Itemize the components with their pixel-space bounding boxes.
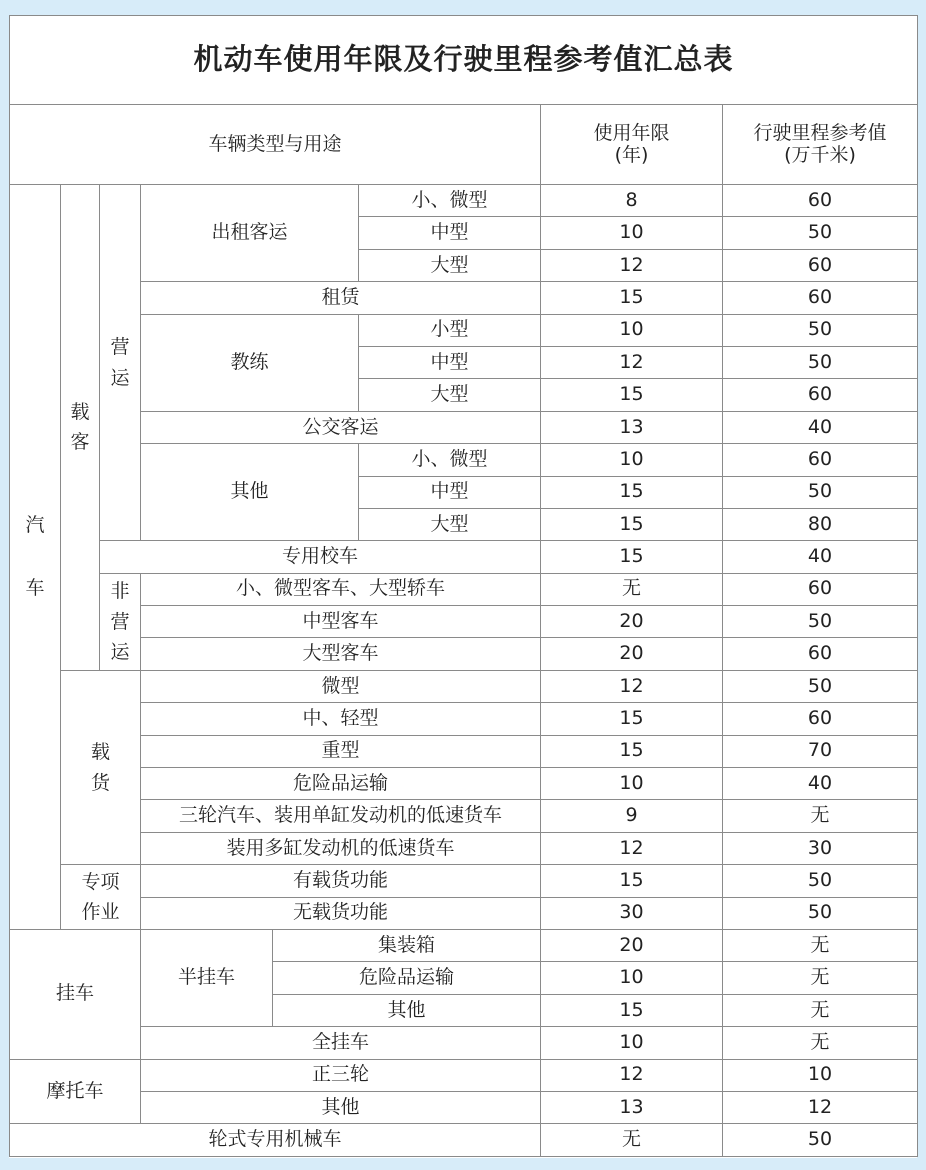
row-mileage: 60 [723, 573, 918, 605]
table-row [10, 606, 918, 638]
row-mileage: 50 [723, 606, 918, 638]
row-years: 15 [541, 703, 723, 735]
table-row [10, 282, 918, 314]
row-years: 10 [541, 962, 723, 994]
group-special-operation: 专项作业 [61, 865, 141, 930]
table-row [10, 865, 918, 897]
group-passenger: 载客 [61, 185, 100, 671]
group-semi-trailer: 半挂车 [141, 929, 273, 1026]
row-mileage: 70 [723, 735, 918, 767]
row-label: 中型客车 [141, 606, 541, 638]
header-category: 车辆类型与用途 [10, 105, 541, 185]
row-years: 20 [541, 638, 723, 670]
row-years: 10 [541, 444, 723, 476]
table-row [10, 800, 918, 832]
row-mileage: 50 [723, 897, 918, 929]
row-label: 小型 [359, 314, 541, 346]
table-row [10, 929, 918, 961]
row-years: 10 [541, 314, 723, 346]
row-label: 其他 [141, 1091, 541, 1123]
row-years: 13 [541, 1091, 723, 1123]
group-non-operating: 非营运 [100, 573, 141, 670]
row-label: 三轮汽车、装用单缸发动机的低速货车 [141, 800, 541, 832]
row-years: 12 [541, 249, 723, 281]
header-mileage: 行驶里程参考值 (万千米) [723, 105, 918, 185]
summary-table [9, 15, 918, 1157]
row-mileage: 无 [723, 800, 918, 832]
table-row [10, 638, 918, 670]
row-years: 无 [541, 573, 723, 605]
row-mileage: 60 [723, 282, 918, 314]
table-row [10, 1027, 918, 1059]
row-mileage: 40 [723, 411, 918, 443]
table-row [10, 735, 918, 767]
row-years: 15 [541, 476, 723, 508]
row-years: 20 [541, 929, 723, 961]
table-row [10, 1124, 918, 1156]
row-label: 小、微型客车、大型轿车 [141, 573, 541, 605]
row-label: 专用校车 [100, 541, 541, 573]
row-label: 正三轮 [141, 1059, 541, 1091]
table-row [10, 897, 918, 929]
row-years: 20 [541, 606, 723, 638]
row-years: 15 [541, 541, 723, 573]
row-mileage: 50 [723, 314, 918, 346]
row-years: 10 [541, 1027, 723, 1059]
row-mileage: 50 [723, 865, 918, 897]
row-label: 大型 [359, 508, 541, 540]
row-mileage: 无 [723, 962, 918, 994]
row-label: 集装箱 [273, 929, 541, 961]
row-mileage: 60 [723, 703, 918, 735]
row-mileage: 50 [723, 217, 918, 249]
row-mileage: 40 [723, 541, 918, 573]
group-taxi: 出租客运 [141, 185, 359, 282]
row-mileage: 无 [723, 1027, 918, 1059]
row-label: 公交客运 [141, 411, 541, 443]
row-years: 30 [541, 897, 723, 929]
row-mileage: 80 [723, 508, 918, 540]
row-years: 12 [541, 1059, 723, 1091]
table-row [10, 541, 918, 573]
table-row [10, 444, 918, 476]
table-row [10, 1091, 918, 1123]
row-label: 大型 [359, 379, 541, 411]
row-years: 15 [541, 282, 723, 314]
row-mileage: 40 [723, 768, 918, 800]
row-label: 中型 [359, 476, 541, 508]
group-coach: 教练 [141, 314, 359, 411]
row-label: 其他 [273, 994, 541, 1026]
row-label: 小、微型 [359, 185, 541, 217]
row-label: 中型 [359, 346, 541, 378]
row-label: 中型 [359, 217, 541, 249]
summary-table-container [9, 15, 917, 1158]
row-label: 全挂车 [141, 1027, 541, 1059]
row-years: 12 [541, 832, 723, 864]
row-mileage: 60 [723, 379, 918, 411]
row-mileage: 12 [723, 1091, 918, 1123]
row-mileage: 无 [723, 994, 918, 1026]
row-years: 12 [541, 346, 723, 378]
row-label: 危险品运输 [141, 768, 541, 800]
row-years: 15 [541, 735, 723, 767]
table-row [10, 411, 918, 443]
row-years: 9 [541, 800, 723, 832]
table-row [10, 1059, 918, 1091]
row-years: 无 [541, 1124, 723, 1156]
row-label: 大型 [359, 249, 541, 281]
row-years: 15 [541, 508, 723, 540]
row-mileage: 50 [723, 476, 918, 508]
group-other-operating: 其他 [141, 444, 359, 541]
table-row [10, 185, 918, 217]
row-years: 15 [541, 994, 723, 1026]
row-label: 轮式专用机械车 [10, 1124, 541, 1156]
row-label: 装用多缸发动机的低速货车 [141, 832, 541, 864]
row-mileage: 30 [723, 832, 918, 864]
group-car: 汽车 [10, 185, 61, 930]
group-trailer: 挂车 [10, 929, 141, 1059]
group-cargo: 载货 [61, 670, 141, 864]
table-row [10, 832, 918, 864]
row-label: 重型 [141, 735, 541, 767]
group-operating: 营运 [100, 185, 141, 541]
row-years: 12 [541, 670, 723, 702]
table-row [10, 670, 918, 702]
table-row [10, 314, 918, 346]
row-years: 8 [541, 185, 723, 217]
row-mileage: 60 [723, 444, 918, 476]
row-label: 租赁 [141, 282, 541, 314]
row-mileage: 50 [723, 346, 918, 378]
header-years: 使用年限 (年) [541, 105, 723, 185]
row-mileage: 10 [723, 1059, 918, 1091]
row-mileage: 50 [723, 670, 918, 702]
row-years: 10 [541, 768, 723, 800]
row-label: 大型客车 [141, 638, 541, 670]
row-mileage: 60 [723, 185, 918, 217]
table-row [10, 768, 918, 800]
row-years: 13 [541, 411, 723, 443]
row-years: 10 [541, 217, 723, 249]
row-years: 15 [541, 865, 723, 897]
table-title: 机动车使用年限及行驶里程参考值汇总表 [10, 16, 918, 105]
table-row [10, 703, 918, 735]
row-label: 中、轻型 [141, 703, 541, 735]
row-mileage: 无 [723, 929, 918, 961]
row-label: 有载货功能 [141, 865, 541, 897]
row-mileage: 50 [723, 1124, 918, 1156]
row-years: 15 [541, 379, 723, 411]
group-motorcycle: 摩托车 [10, 1059, 141, 1124]
row-label: 危险品运输 [273, 962, 541, 994]
row-label: 微型 [141, 670, 541, 702]
row-mileage: 60 [723, 249, 918, 281]
row-label: 小、微型 [359, 444, 541, 476]
row-label: 无载货功能 [141, 897, 541, 929]
table-row [10, 573, 918, 605]
row-mileage: 60 [723, 638, 918, 670]
